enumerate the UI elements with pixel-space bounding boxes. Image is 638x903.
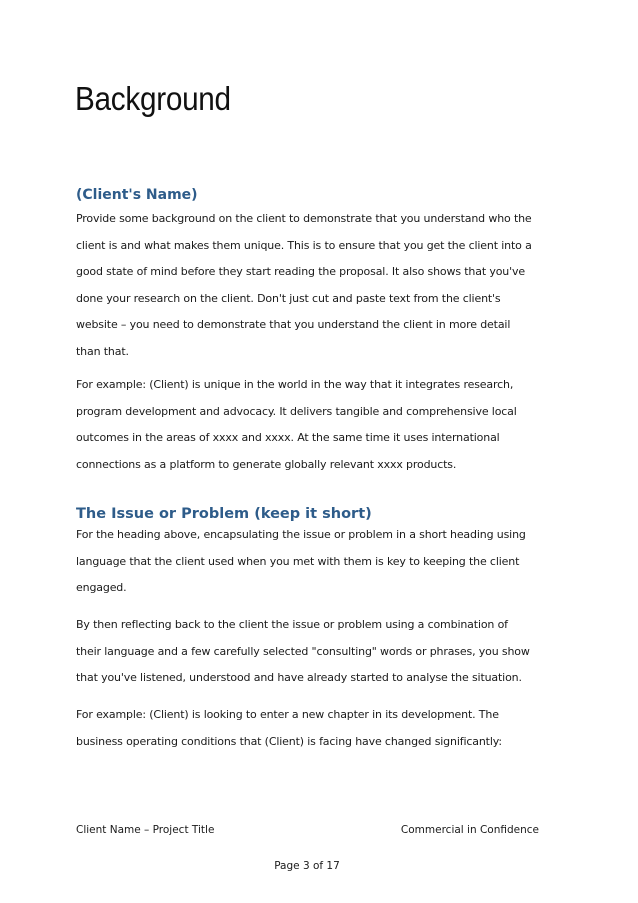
text-line: program development and advocacy. It delivers tangible and comprehensive local [76, 404, 517, 418]
text-line: For example: (Client) is looking to enter a new chapter in its development. The [76, 708, 499, 721]
text-line: client is and what makes them unique. This is to ensure that you get the client into a [76, 238, 532, 252]
footer-project-title: Client Name – Project Title [76, 824, 215, 836]
text-line: For the heading above, encapsulating the issue or problem in a short heading using [76, 528, 526, 541]
paragraph-client-example [76, 372, 546, 478]
paragraph-issue-heading-advice [76, 522, 546, 602]
text-line: than that. [76, 344, 129, 358]
footer-page-number: Page 3 of 17 [274, 860, 340, 872]
text-line: their language and a few carefully selected "consulting" words or phrases, you show [76, 644, 530, 658]
text-line: good state of mind before they start reading the proposal. It also shows that you've [76, 265, 525, 279]
text-line: business operating conditions that (Client) is facing have changed significantly: [76, 734, 502, 748]
text-line: done your research on the client. Don't just cut and paste text from the client's [76, 291, 501, 305]
text-line: engaged. [76, 581, 127, 595]
text-line: For example: (Client) is unique in the world in the way that it integrates research, [76, 378, 514, 391]
page-title: Background [75, 80, 231, 117]
text-line: outcomes in the areas of xxxx and xxxx. At the same time it uses international [76, 431, 500, 445]
text-line: language that the client used when you met with them is key to keeping the client [76, 554, 520, 568]
paragraph-issue-example [76, 702, 546, 755]
section-heading-client-name: (Client's Name) [76, 187, 198, 203]
text-line: that you've listened, understood and have already started to analyse the situation. [76, 671, 522, 685]
footer-confidentiality: Commercial in Confidence [400, 824, 539, 836]
paragraph-issue-reflecting [76, 612, 546, 692]
section-heading-issue-problem: The Issue or Problem (keep it short) [76, 506, 372, 522]
text-line: website – you need to demonstrate that you understand the client in more detail [76, 318, 511, 332]
text-line: By then reflecting back to the client the issue or problem using a combination of [76, 618, 508, 631]
paragraph-client-background [76, 206, 546, 366]
text-line: connections as a platform to generate globally relevant xxxx products. [76, 457, 457, 471]
text-line: Provide some background on the client to demonstrate that you understand who the [76, 212, 532, 225]
